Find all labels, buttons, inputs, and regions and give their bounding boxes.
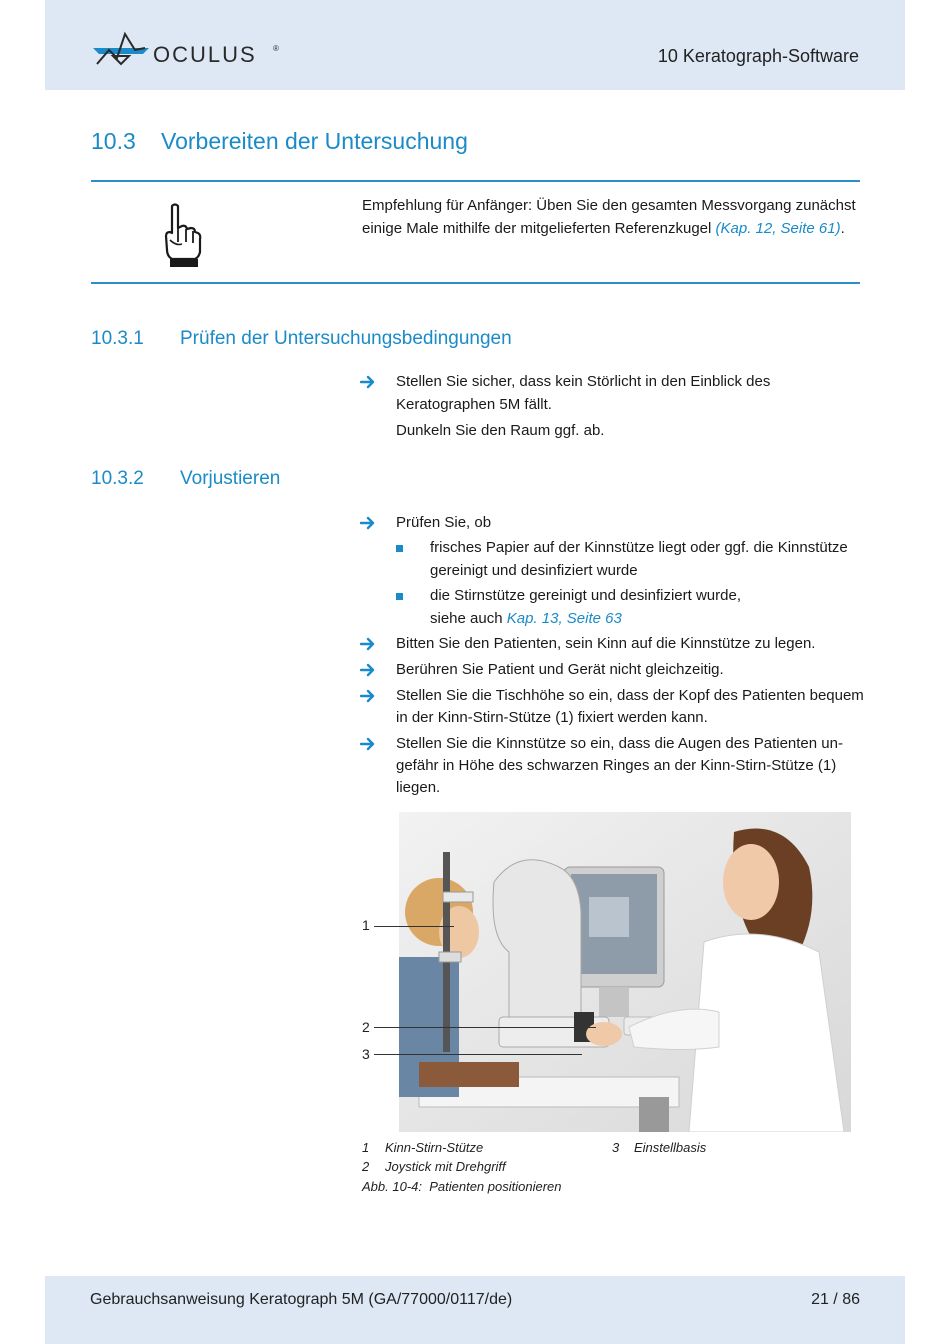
oculus-logo-icon [91,28,151,68]
section-number: 10.3 [91,128,136,154]
arrow-right-icon [360,637,376,651]
step-text: in der Kinn-Stirn-Stütze (1) fixiert werden kann. [396,709,708,726]
section-title: Vorbereiten der Untersuchung [161,128,468,154]
callout-line [374,1054,582,1055]
arrow-right-icon [360,737,376,751]
legend-label: Joystick mit Drehgriff [385,1159,506,1174]
bullet-text: die Stirnstütze gereinigt und desinfiziert wurde, [430,587,742,604]
subsection-heading-1 [91,328,512,350]
caption-label: Abb. 10-4: [362,1179,422,1194]
beginner-recommendation [362,194,862,240]
note-reference-link[interactable]: (Kap. 12, Seite 61) [715,220,841,237]
legend-label: Kinn-Stirn-Stütze [385,1140,484,1155]
subsection-number: 10.3.1 [91,328,144,349]
note-bottom-rule [91,282,860,284]
step-text: liegen. [396,779,441,796]
page-footer [45,1276,905,1344]
step-text: Berühren Sie Patient und Gerät nicht gleichzeitig. [396,661,724,678]
document-title: Gebrauchsanweisung Keratograph 5M (GA/77000/0117/de) [90,1291,513,1308]
arrow-right-icon [360,689,376,703]
bullet-square-icon [396,593,403,600]
legend-label: Einstellbasis [634,1140,707,1155]
step-text: Stellen Sie sicher, dass kein Störlicht in den Einblick des [396,373,771,390]
bullet-text [430,608,622,630]
pointing-hand-icon [160,202,202,268]
bullet-text: gereinigt und desinfiziert wurde [430,562,638,579]
legend-number: 2 [362,1159,370,1174]
note-text: Empfehlung für Anfänger: Üben Sie den gesamten Messvorgang zunächst einige Male mithilfe der mitgelieferten Referenzkugel [362,197,856,237]
caption-text: Patienten positionieren [429,1179,562,1194]
section-heading [91,128,468,155]
callout-1: 1 [362,917,370,933]
subsection-title: Vorjustieren [180,468,281,489]
page-number: 21 / 86 [811,1291,860,1308]
chapter-title: 10 Keratograph-Software [657,46,859,66]
callout-2: 2 [362,1019,370,1035]
figure-caption [362,1179,562,1194]
callout-line [374,926,454,927]
registered-mark: ® [273,44,279,53]
bullet-text: frisches Papier auf der Kinnstütze liegt oder ggf. die Kinnstütze [430,539,848,556]
bullet-square-icon [396,545,403,552]
step-text: Stellen Sie die Kinnstütze so ein, dass die Augen des Patienten un- [396,735,843,752]
note-top-rule [91,180,860,182]
subsection-heading-2 [91,468,280,490]
page-header [45,0,905,90]
oculus-logo [91,28,291,68]
step-text: Keratographen 5M fällt. [396,396,552,413]
arrow-right-icon [360,663,376,677]
step-text: Stellen Sie die Tischhöhe so ein, dass der Kopf des Patienten bequem [396,687,864,704]
subsection-number: 10.3.2 [91,468,144,489]
step-text: Prüfen Sie, ob [396,514,492,531]
subsection-title: Prüfen der Untersuchungsbedingungen [180,328,512,349]
step-text: Bitten Sie den Patienten, sein Kinn auf die Kinnstütze zu legen. [396,635,816,652]
patient-positioning-photo [399,812,851,1132]
legend-number: 1 [362,1140,370,1155]
step-text: Dunkeln Sie den Raum ggf. ab. [396,422,605,439]
bullet-text-prefix: siehe auch [430,610,507,627]
arrow-right-icon [360,375,376,389]
note-end: . [840,220,845,237]
arrow-right-icon [360,516,376,530]
callout-3: 3 [362,1046,370,1062]
legend-number: 3 [612,1140,620,1155]
callout-line [374,1027,596,1028]
bullet-reference-link[interactable]: Kap. 13, Seite 63 [506,610,622,627]
brand-name: OCULUS [153,42,257,67]
step-text: gefähr in Höhe des schwarzen Ringes an der Kinn-Stirn-Stütze (1) [396,757,837,774]
